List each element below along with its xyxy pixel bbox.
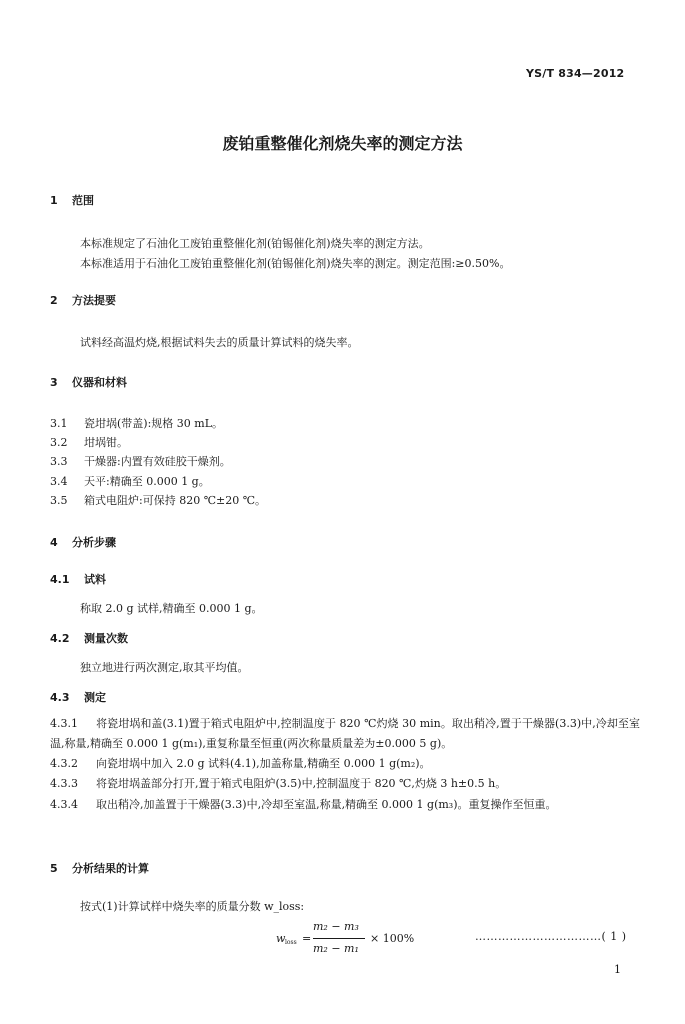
step-number: 4.3.1 — [50, 717, 78, 730]
section-number: 1 — [50, 194, 58, 207]
calculation-paragraph: 按式(1)计算试样中烧失率的质量分数 w_loss: — [80, 900, 305, 913]
subsection-title: 试料 — [84, 573, 106, 586]
procedure-step — [50, 754, 640, 774]
subsection-title: 测定 — [84, 691, 106, 704]
step-number: 4.3.3 — [50, 777, 78, 790]
subsection-number: 4.3 — [50, 691, 70, 704]
item-text: 天平:精确至 0.000 1 g。 — [84, 475, 210, 488]
item-text: 坩埚钳。 — [84, 436, 128, 449]
step-number: 4.3.2 — [50, 757, 78, 770]
equipment-item — [50, 453, 231, 469]
scope-paragraph-1: 本标准规定了石油化工废铂重整催化剂(铂锡催化剂)烧失率的测定方法。 — [80, 237, 430, 250]
subsection-number: 4.1 — [50, 573, 70, 586]
procedure-step — [50, 795, 640, 815]
subsection-4-2-heading — [50, 630, 128, 646]
item-number: 3.5 — [50, 494, 68, 507]
measurement-count-paragraph: 独立地进行两次测定,取其平均值。 — [80, 661, 249, 674]
section-title: 方法提要 — [72, 294, 116, 307]
step-number: 4.3.4 — [50, 798, 78, 811]
section-title: 范围 — [72, 194, 94, 207]
sample-paragraph: 称取 2.0 g 试样,精确至 0.000 1 g。 — [80, 602, 263, 615]
equation-number: ( 1 ) — [601, 930, 627, 943]
document-title: 废铂重整催化剂烧失率的测定方法 — [222, 134, 463, 153]
fraction-bar — [313, 938, 365, 939]
item-number: 3.1 — [50, 417, 68, 430]
section-2-heading — [50, 292, 116, 308]
subsection-number: 4.2 — [50, 632, 70, 645]
scope-paragraph-2: 本标准适用于石油化工废铂重整催化剂(铂锡催化剂)烧失率的测定。测定范围:≥0.50%。 — [80, 257, 511, 270]
procedure-step — [50, 774, 640, 794]
formula-lhs: w — [276, 932, 286, 945]
section-title: 分析步骤 — [72, 536, 116, 549]
subsection-title: 测量次数 — [84, 632, 128, 645]
equipment-item — [50, 492, 266, 508]
item-number: 3.2 — [50, 436, 68, 449]
subsection-4-3-heading — [50, 689, 106, 705]
item-number: 3.3 — [50, 455, 68, 468]
loss-on-ignition-formula — [276, 918, 466, 962]
equipment-item — [50, 473, 210, 489]
section-title: 分析结果的计算 — [72, 862, 149, 875]
page-number: 1 — [614, 963, 621, 976]
procedure-step — [50, 714, 640, 754]
step-text: 将瓷坩埚和盖(3.1)置于箱式电阻炉中,控制温度于 820 ℃灼烧 30 min。取出稍冷,置于干燥器(3.3)中,冷却至室温,称量,精确至 0.000 1 g(m₁),重复称量至恒重(两次称量质量差为±0.000 5 g)。 — [50, 717, 640, 750]
step-text: 向瓷坩埚中加入 2.0 g 试料(4.1),加盖称量,精确至 0.000 1 g(m₂)。 — [96, 757, 431, 770]
formula-factor: × 100% — [370, 932, 415, 945]
equipment-item — [50, 415, 223, 431]
section-3-heading — [50, 374, 127, 390]
item-text: 瓷坩埚(带盖):规格 30 mL。 — [84, 417, 224, 430]
formula-numerator: m₂ − m₃ — [313, 920, 359, 933]
step-text: 取出稍冷,加盖置于干燥器(3.3)中,冷却至室温,称量,精确至 0.000 1 g(m₃)。重复操作至恒重。 — [96, 798, 557, 811]
section-number: 5 — [50, 862, 58, 875]
section-4-heading — [50, 534, 116, 550]
section-1-heading — [50, 192, 94, 208]
section-number: 2 — [50, 294, 58, 307]
step-text: 将瓷坩埚盖部分打开,置于箱式电阻炉(3.5)中,控制温度于 820 ℃,灼烧 3 h±0.5 h。 — [96, 777, 507, 790]
item-text: 干燥器:内置有效硅胶干燥剂。 — [84, 455, 231, 468]
formula-denominator: m₂ − m₁ — [313, 942, 359, 955]
section-title: 仪器和材料 — [72, 376, 127, 389]
item-number: 3.4 — [50, 475, 68, 488]
equipment-item — [50, 434, 128, 450]
method-summary-paragraph: 试料经高温灼烧,根据试料失去的质量计算试料的烧失率。 — [80, 336, 359, 349]
equation-leader-dots: ……………………………( 1 ) — [475, 930, 627, 943]
section-number: 4 — [50, 536, 58, 549]
standard-code: YS/T 834—2012 — [526, 67, 625, 80]
item-text: 箱式电阻炉:可保持 820 ℃±20 ℃。 — [84, 494, 267, 507]
subsection-4-1-heading — [50, 571, 106, 587]
section-5-heading — [50, 860, 149, 876]
section-number: 3 — [50, 376, 58, 389]
formula-lhs-subscript: loss — [285, 939, 297, 946]
formula-equals: = — [302, 932, 312, 945]
